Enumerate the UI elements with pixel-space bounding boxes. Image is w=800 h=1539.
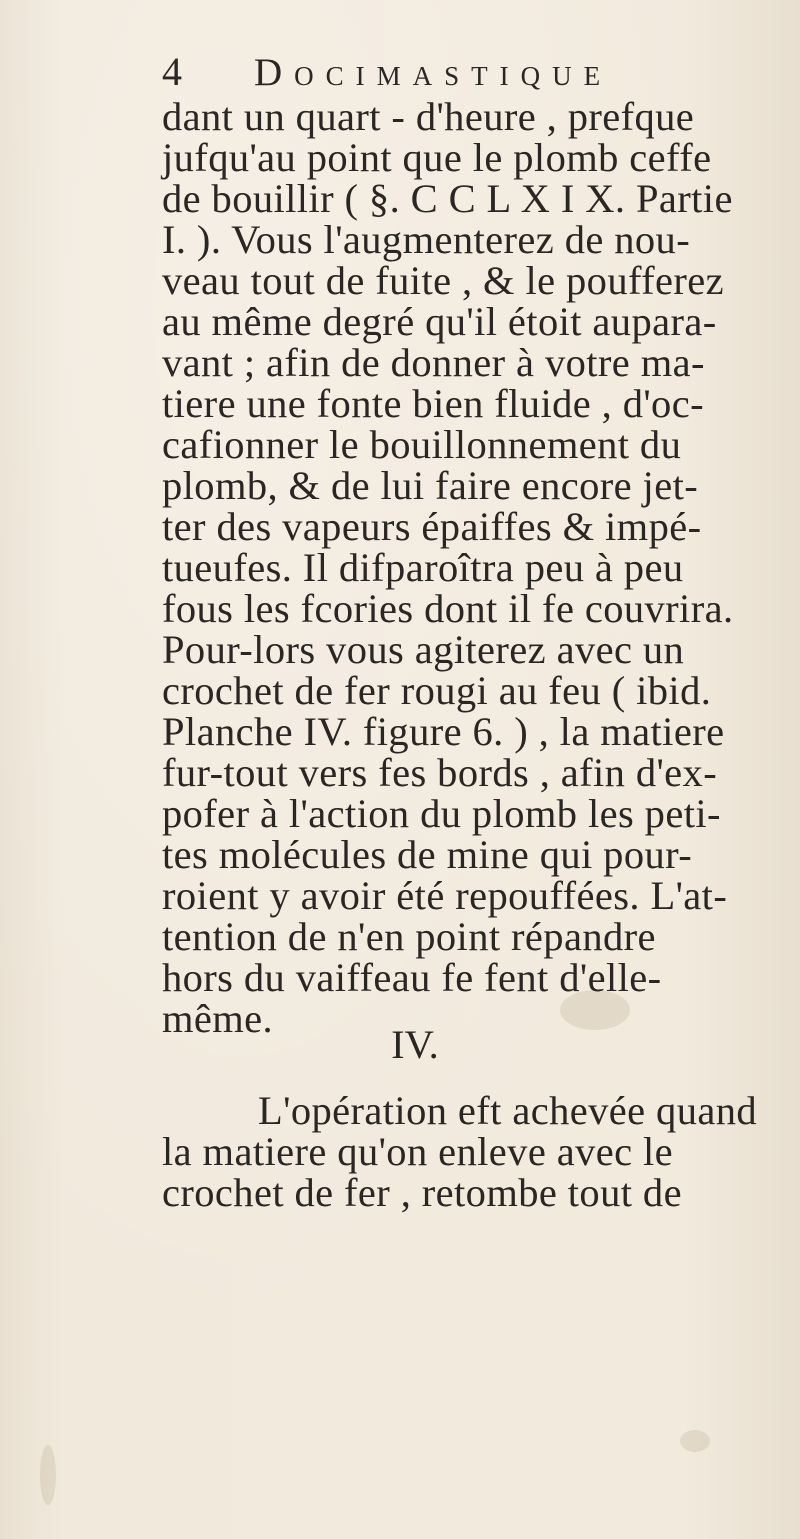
paper-stain [40,1445,56,1505]
text-line: fur-tout vers fes bords , afin d'ex- [162,750,718,795]
text-line: de bouillir ( §. C C L X I X. Partie [162,176,733,221]
text-line: tention de n'en point répandre [162,914,656,959]
text-line: L'opération eft achevée quand [258,1088,758,1133]
text-line: cafionner le bouillonnement du [162,422,682,467]
page-header [162,48,612,94]
paper-stain [680,1430,710,1452]
running-head: Docimastique [254,51,613,94]
text-line: I. ). Vous l'augmenterez de nou- [162,217,691,262]
text-line: hors du vaiffeau fe fent d'elle- [162,955,662,1000]
text-line: au même degré qu'il étoit aupara- [162,299,717,344]
text-line: ter des vapeurs épaiffes & impé- [162,504,702,549]
text-line: Pour-lors vous agiterez avec un [162,627,685,672]
page-number: 4 [162,49,182,94]
text-line: Planche IV. figure 6. ) , la matiere [162,709,725,754]
text-line: crochet de fer , retombe tout de [162,1170,682,1215]
text-line: fous les fcories dont il fe couvrira. [162,586,734,631]
text-line: tiere une fonte bien fluide , d'oc- [162,381,704,426]
text-line: jufqu'au point que le plomb ceffe [162,135,712,180]
text-line: même. [162,996,274,1041]
text-line: dant un quart - d'heure , prefque [162,94,695,139]
text-line: la matiere qu'on enleve avec le [162,1129,674,1174]
text-line: roient y avoir été repouffées. L'at- [162,873,728,918]
text-line: pofer à l'action du plomb les peti- [162,791,721,836]
text-line: vant ; afin de donner à votre ma- [162,340,705,385]
text-line: crochet de fer rougi au feu ( ibid. [162,668,712,713]
text-line: tueufes. Il difparoîtra peu à peu [162,545,684,590]
text-line: plomb, & de lui faire encore jet- [162,463,699,508]
text-line: tes molécules de mine qui pour- [162,832,693,877]
section-heading: IV. [391,1022,439,1067]
text-line: veau tout de fuite , & le poufferez [162,258,725,303]
